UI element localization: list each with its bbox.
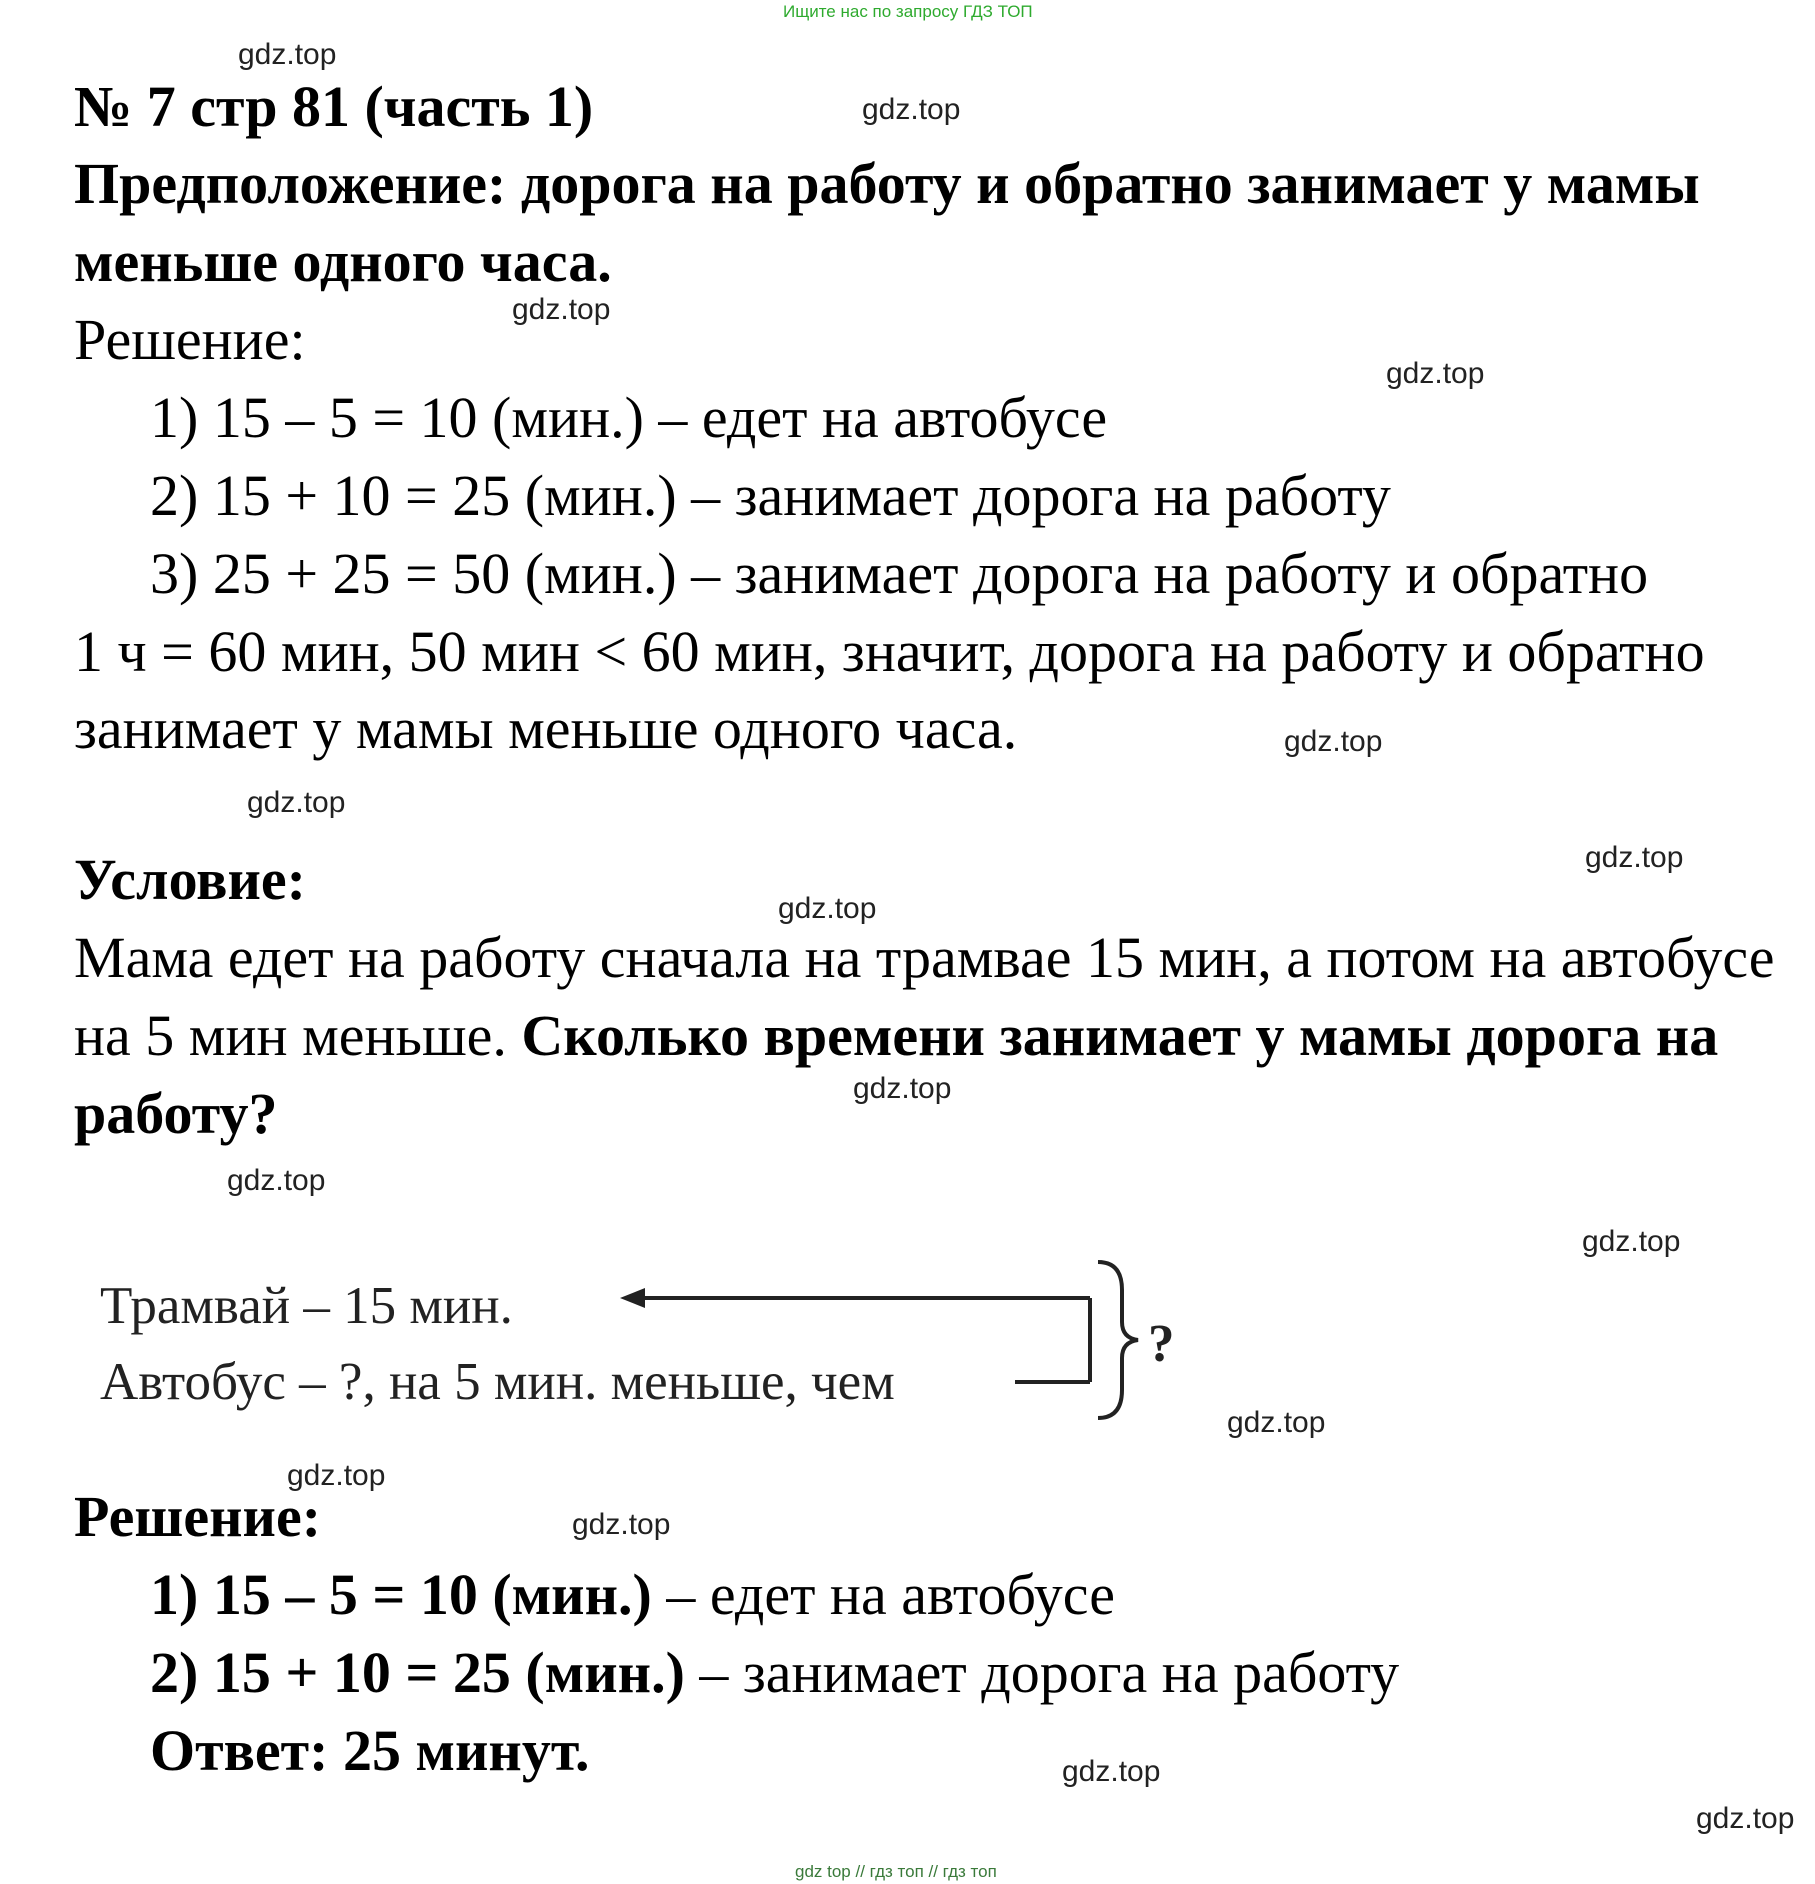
condition-line-2-plain: на 5 мин меньше.: [74, 1003, 522, 1068]
watermark: gdz.top: [1696, 1802, 1795, 1835]
watermark: gdz.top: [853, 1072, 952, 1105]
condition-line-1: Мама едет на работу сначала на трамвае 15 мин, а потом на автобусе: [74, 925, 1775, 990]
watermark: gdz.top: [1585, 841, 1684, 874]
condition-heading: Условие:: [74, 847, 306, 912]
watermark: gdz.top: [778, 892, 877, 925]
diagram-bus-label: Автобус – ?, на 5 мин. меньше, чем: [100, 1353, 895, 1411]
watermark: gdz.top: [227, 1164, 326, 1197]
page-title: № 7 стр 81 (часть 1): [74, 74, 594, 139]
solution2-heading: Решение:: [74, 1484, 322, 1549]
diagram-arrows: [600, 1250, 1200, 1430]
condition-line-3: работу?: [74, 1081, 278, 1146]
watermark: gdz.top: [1227, 1406, 1326, 1439]
condition-line-2: [74, 1003, 1719, 1068]
diagram-question: ?: [1148, 1315, 1175, 1373]
solution2-step-2: [150, 1640, 1400, 1705]
watermark: gdz.top: [287, 1459, 386, 1492]
top-banner: Ищите нас по запросу ГДЗ ТОП: [783, 2, 1033, 21]
arrow-head-icon: [620, 1288, 645, 1308]
hypothesis-line-1: Предположение: дорога на работу и обратно занимает у мамы: [74, 151, 1700, 216]
watermark: gdz.top: [247, 786, 346, 819]
watermark: gdz.top: [572, 1508, 671, 1541]
hypothesis-line-2: меньше одного часа.: [74, 229, 612, 294]
diagram-tram-label: Трамвай – 15 мин.: [100, 1277, 513, 1335]
watermark: gdz.top: [1062, 1755, 1161, 1788]
answer: Ответ: 25 минут.: [150, 1718, 590, 1783]
watermark: gdz.top: [1386, 357, 1485, 390]
solution2-step-2-expr: 2) 15 + 10 = 25 (мин.): [150, 1640, 685, 1705]
watermark: gdz.top: [1284, 725, 1383, 758]
solution2-step-1: [150, 1562, 1115, 1627]
solution-heading: Решение:: [74, 307, 306, 372]
solution-step-1: 1) 15 – 5 = 10 (мин.) – едет на автобусе: [150, 385, 1108, 450]
solution2-step-1-text: – едет на автобусе: [651, 1562, 1115, 1627]
conclusion-line-2: занимает у мамы меньше одного часа.: [74, 696, 1018, 761]
solution2-step-1-expr: 1) 15 – 5 = 10 (мин.): [150, 1562, 652, 1627]
watermark: gdz.top: [1582, 1225, 1681, 1258]
watermark: gdz.top: [238, 38, 337, 71]
footer: gdz top // гдз топ // гдз топ: [795, 1862, 997, 1881]
watermark: gdz.top: [512, 293, 611, 326]
solution-step-2: 2) 15 + 10 = 25 (мин.) – занимает дорога на работу: [150, 463, 1391, 528]
solution2-step-2-text: – занимает дорога на работу: [684, 1640, 1400, 1705]
watermark: gdz.top: [862, 93, 961, 126]
condition-question: Сколько времени занимает у мамы дорога на: [521, 1003, 1719, 1068]
brace-icon: [1098, 1262, 1138, 1418]
conclusion-line-1: 1 ч = 60 мин, 50 мин < 60 мин, значит, дорога на работу и обратно: [74, 619, 1705, 684]
solution-step-3: 3) 25 + 25 = 50 (мин.) – занимает дорога на работу и обратно: [150, 541, 1649, 606]
